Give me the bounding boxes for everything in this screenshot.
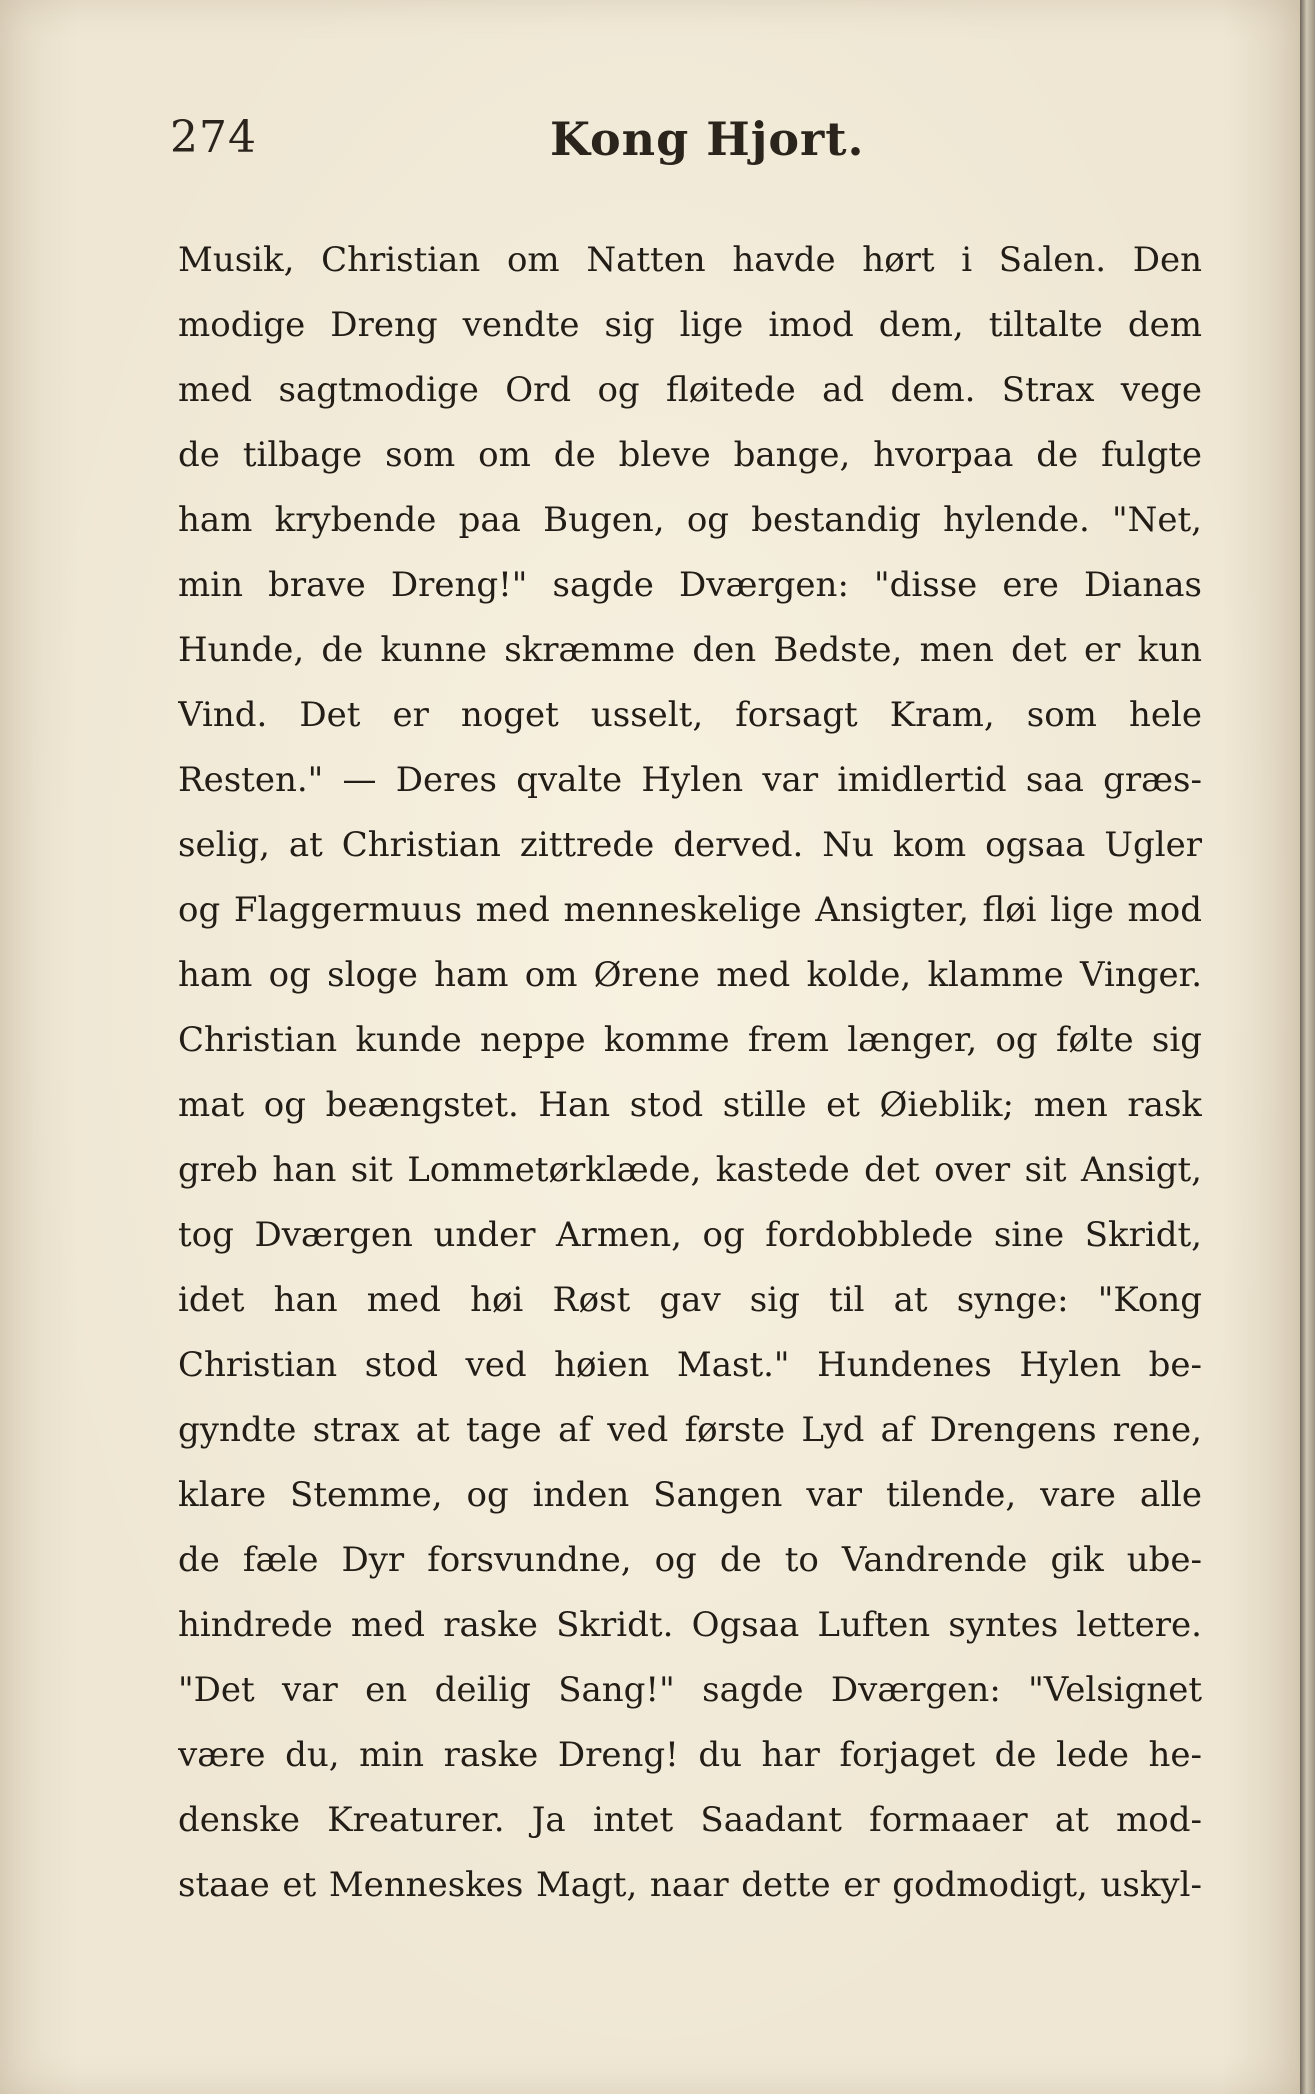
text-line: min brave Dreng!" sagde Dværgen: "disse ere Dianas xyxy=(178,565,1202,605)
text-line: mat og beængstet. Han stod stille et Øieblik; men rask xyxy=(178,1085,1202,1125)
text-line: selig, at Christian zittrede derved. Nu kom ogsaa Ugler xyxy=(178,825,1202,865)
page-header xyxy=(170,112,1210,182)
text-line: "Det var en deilig Sang!" sagde Dværgen: "Velsignet xyxy=(178,1670,1202,1710)
text-line: denske Kreaturer. Ja intet Saadant formaaer at mod- xyxy=(178,1800,1202,1840)
text-line: staae et Menneskes Magt, naar dette er godmodigt, uskyl- xyxy=(178,1865,1202,1905)
text-line: klare Stemme, og inden Sangen var tilende, vare alle xyxy=(178,1475,1202,1515)
text-line: være du, min raske Dreng! du har forjaget de lede he- xyxy=(178,1735,1202,1775)
text-line: Resten." — Deres qvalte Hylen var imidlertid saa græs- xyxy=(178,760,1202,800)
text-line: ham krybende paa Bugen, og bestandig hylende. "Net, xyxy=(178,500,1202,540)
page-number: 274 xyxy=(170,112,257,163)
text-line: idet han med høi Røst gav sig til at synge: "Kong xyxy=(178,1280,1202,1320)
text-line: Vind. Det er noget usselt, forsagt Kram, som hele xyxy=(178,695,1202,735)
text-line: de fæle Dyr forsvundne, og de to Vandrende gik ube- xyxy=(178,1540,1202,1580)
text-line: hindrede med raske Skridt. Ogsaa Luften syntes lettere. xyxy=(178,1605,1202,1645)
running-title: Kong Hjort. xyxy=(550,112,865,166)
text-line: ham og sloge ham om Ørene med kolde, klamme Vinger. xyxy=(178,955,1202,995)
text-line: Christian kunde neppe komme frem længer, og følte sig xyxy=(178,1020,1202,1060)
text-line: gyndte strax at tage af ved første Lyd af Drengens rene, xyxy=(178,1410,1202,1450)
text-line: og Flaggermuus med menneskelige Ansigter, fløi lige mod xyxy=(178,890,1202,930)
text-line: greb han sit Lommetørklæde, kastede det over sit Ansigt, xyxy=(178,1150,1202,1190)
body-text xyxy=(178,228,1202,1918)
page-edge xyxy=(1300,0,1315,2094)
text-line: Christian stod ved høien Mast." Hundenes Hylen be- xyxy=(178,1345,1202,1385)
text-line: de tilbage som om de bleve bange, hvorpaa de fulgte xyxy=(178,435,1202,475)
text-line: modige Dreng vendte sig lige imod dem, tiltalte dem xyxy=(178,305,1202,345)
text-line: Musik, Christian om Natten havde hørt i Salen. Den xyxy=(178,240,1202,280)
text-line: med sagtmodige Ord og fløitede ad dem. Strax vege xyxy=(178,370,1202,410)
text-line: tog Dværgen under Armen, og fordobblede sine Skridt, xyxy=(178,1215,1202,1255)
text-line: Hunde, de kunne skræmme den Bedste, men det er kun xyxy=(178,630,1202,670)
